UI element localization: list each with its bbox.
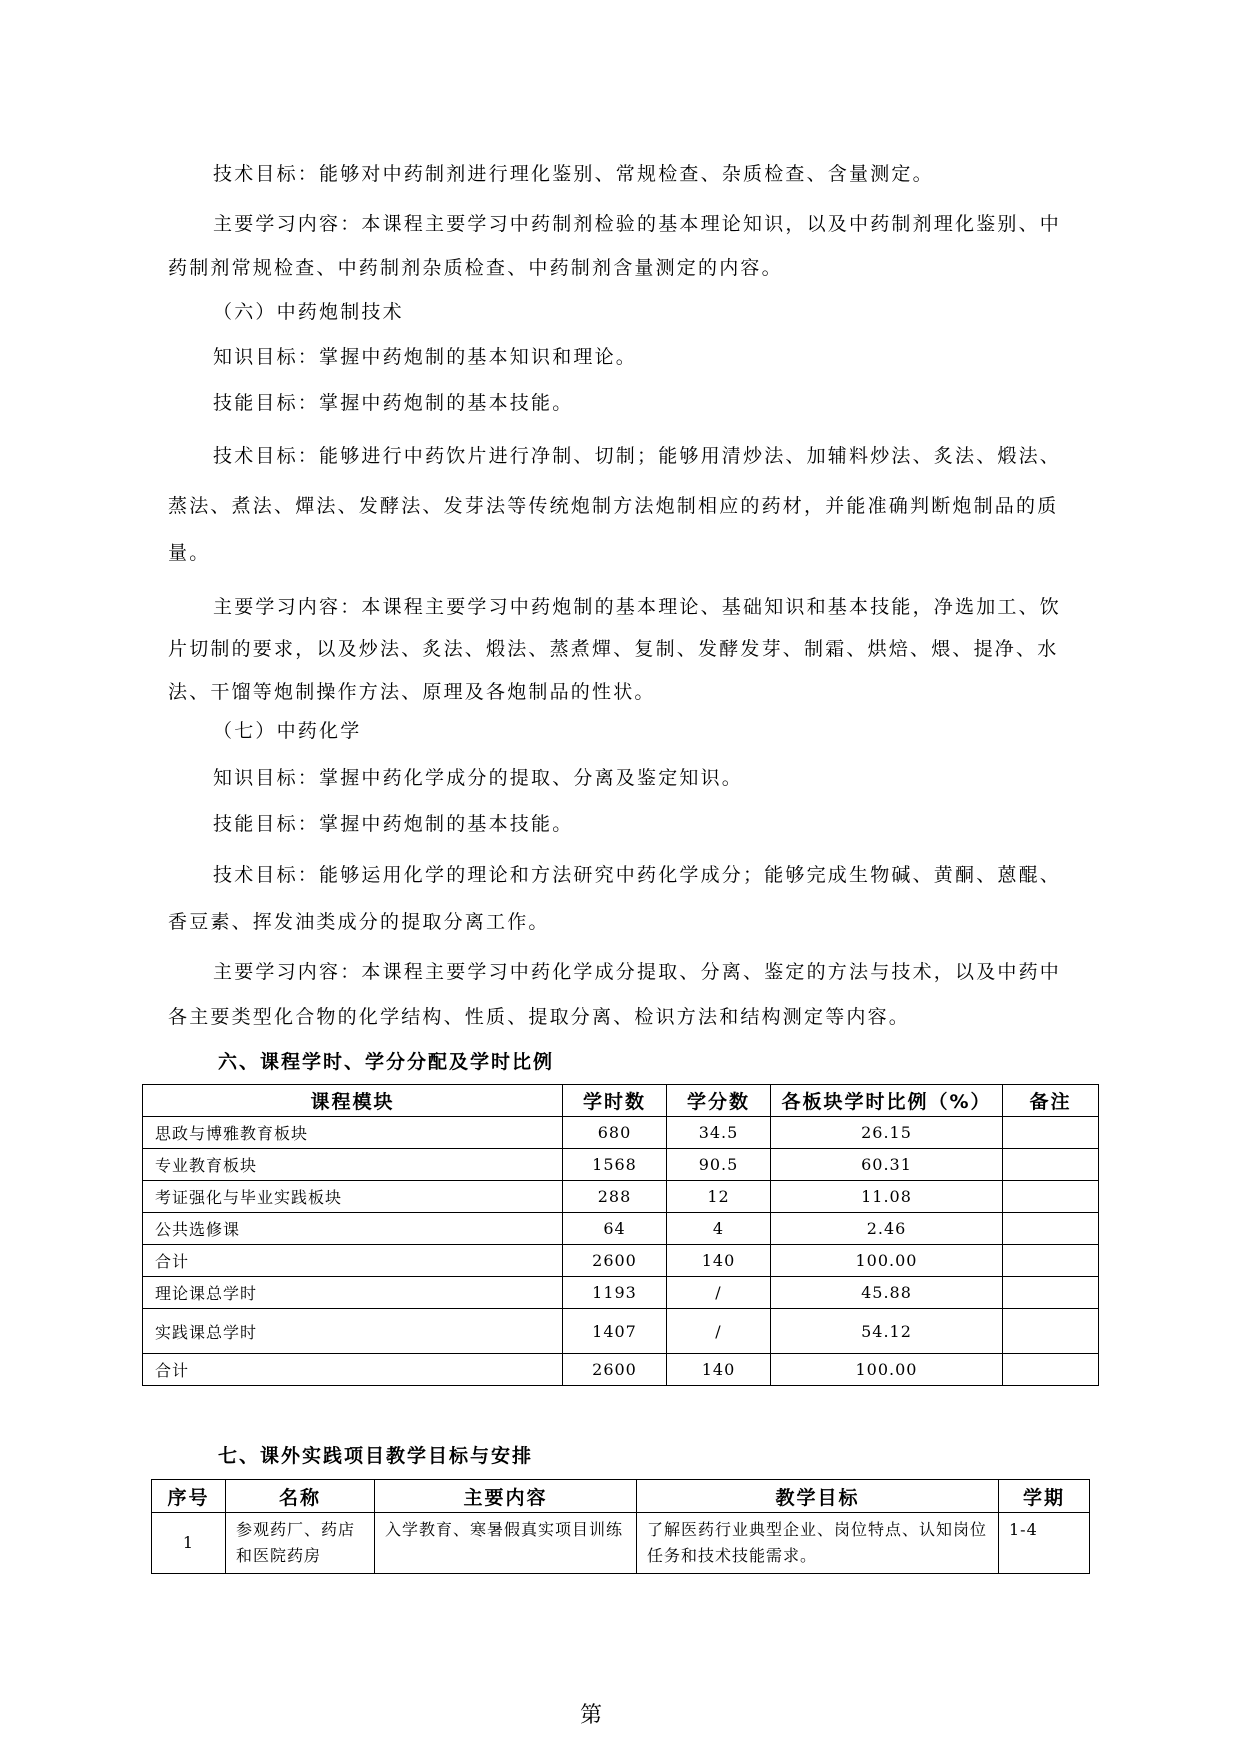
paragraph-line: 主要学习内容：本课程主要学习中药化学成分提取、分离、鉴定的方法与技术，以及中药中 <box>213 961 1062 983</box>
content-cell: 入学教育、寒暑假真实项目训练 <box>375 1513 637 1574</box>
section-heading: 七、课外实践项目教学目标与安排 <box>218 1445 534 1467</box>
paragraph-line: 主要学习内容：本课程主要学习中药制剂检验的基本理论知识，以及中药制剂理化鉴别、中 <box>213 213 1062 235</box>
table-row <box>143 1213 1099 1245</box>
credit-hours-table <box>142 1084 1099 1386</box>
header-cell: 主要内容 <box>375 1480 637 1513</box>
module-cell: 合计 <box>143 1245 563 1277</box>
paragraph-line: 技能目标：掌握中药炮制的基本技能。 <box>213 813 574 835</box>
paragraph-line: 片切制的要求，以及炒法、炙法、煅法、蒸煮燀、复制、发酵发芽、制霜、烘焙、煨、提净、水 <box>168 638 1059 660</box>
hours-cell: 1568 <box>563 1149 667 1181</box>
credits-cell: 140 <box>667 1245 771 1277</box>
credits-cell: 12 <box>667 1181 771 1213</box>
hours-cell: 64 <box>563 1213 667 1245</box>
module-cell: 实践课总学时 <box>143 1309 563 1354</box>
credits-cell: 90.5 <box>667 1149 771 1181</box>
header-cell: 序号 <box>152 1480 226 1513</box>
header-cell: 学分数 <box>667 1085 771 1117</box>
table-row <box>143 1309 1099 1354</box>
ratio-cell: 54.12 <box>771 1309 1003 1354</box>
section-heading: 六、课程学时、学分分配及学时比例 <box>218 1051 555 1073</box>
module-cell: 考证强化与毕业实践板块 <box>143 1181 563 1213</box>
paragraph-line: 蒸法、煮法、燀法、发酵法、发芽法等传统炮制方法炮制相应的药材，并能准确判断炮制品的质 <box>168 495 1059 517</box>
table-row <box>152 1513 1090 1574</box>
semester-cell: 1-4 <box>999 1513 1090 1574</box>
subsection-title: （六）中药炮制技术 <box>213 301 404 323</box>
ratio-cell: 100.00 <box>771 1245 1003 1277</box>
paragraph-line: 主要学习内容：本课程主要学习中药炮制的基本理论、基础知识和基本技能，净选加工、饮 <box>213 596 1062 618</box>
module-cell: 思政与博雅教育板块 <box>143 1117 563 1149</box>
note-cell <box>1003 1181 1099 1213</box>
ratio-cell: 11.08 <box>771 1181 1003 1213</box>
table-row <box>143 1277 1099 1309</box>
paragraph-line: 技术目标：能够对中药制剂进行理化鉴别、常规检查、杂质检查、含量测定。 <box>213 163 934 185</box>
header-cell: 课程模块 <box>143 1085 563 1117</box>
paragraph-line: 技能目标：掌握中药炮制的基本技能。 <box>213 392 574 414</box>
paragraph-line: 法、干馏等炮制操作方法、原理及各炮制品的性状。 <box>168 681 656 703</box>
ratio-cell: 60.31 <box>771 1149 1003 1181</box>
paragraph-line: 知识目标：掌握中药炮制的基本知识和理论。 <box>213 346 638 368</box>
header-cell: 教学目标 <box>637 1480 999 1513</box>
ratio-cell: 26.15 <box>771 1117 1003 1149</box>
module-cell: 专业教育板块 <box>143 1149 563 1181</box>
name-cell: 参观药厂、药店和医院药房 <box>226 1513 375 1574</box>
index-cell: 1 <box>152 1513 226 1574</box>
paragraph-line: 技术目标：能够运用化学的理论和方法研究中药化学成分；能够完成生物碱、黄酮、蒽醌、 <box>213 864 1062 886</box>
paragraph-line: 药制剂常规检查、中药制剂杂质检查、中药制剂含量测定的内容。 <box>168 257 783 279</box>
table-header-row <box>143 1085 1099 1117</box>
credits-cell: / <box>667 1277 771 1309</box>
credits-cell: 140 <box>667 1354 771 1386</box>
hours-cell: 680 <box>563 1117 667 1149</box>
table-row <box>143 1245 1099 1277</box>
hours-cell: 2600 <box>563 1245 667 1277</box>
credits-cell: 34.5 <box>667 1117 771 1149</box>
note-cell <box>1003 1277 1099 1309</box>
ratio-cell: 100.00 <box>771 1354 1003 1386</box>
paragraph-line: 技术目标：能够进行中药饮片进行净制、切制；能够用清炒法、加辅料炒法、炙法、煅法、 <box>213 445 1062 467</box>
module-cell: 理论课总学时 <box>143 1277 563 1309</box>
table-header-row <box>152 1480 1090 1513</box>
page-footer: 第 <box>580 1703 603 1728</box>
paragraph-line: 知识目标：掌握中药化学成分的提取、分离及鉴定知识。 <box>213 767 744 789</box>
note-cell <box>1003 1149 1099 1181</box>
module-cell: 公共选修课 <box>143 1213 563 1245</box>
credits-cell: / <box>667 1309 771 1354</box>
ratio-cell: 2.46 <box>771 1213 1003 1245</box>
hours-cell: 2600 <box>563 1354 667 1386</box>
table-row <box>143 1354 1099 1386</box>
subsection-title: （七）中药化学 <box>213 720 362 742</box>
table-row <box>143 1181 1099 1213</box>
credits-cell: 4 <box>667 1213 771 1245</box>
paragraph-line: 各主要类型化合物的化学结构、性质、提取分离、检识方法和结构测定等内容。 <box>168 1006 911 1028</box>
extracurricular-table <box>151 1479 1090 1574</box>
note-cell <box>1003 1213 1099 1245</box>
hours-cell: 1193 <box>563 1277 667 1309</box>
hours-cell: 288 <box>563 1181 667 1213</box>
table-row <box>143 1149 1099 1181</box>
paragraph-line: 量。 <box>168 542 211 564</box>
note-cell <box>1003 1245 1099 1277</box>
header-cell: 学时数 <box>563 1085 667 1117</box>
note-cell <box>1003 1309 1099 1354</box>
ratio-cell: 45.88 <box>771 1277 1003 1309</box>
goal-cell: 了解医药行业典型企业、岗位特点、认知岗位任务和技术技能需求。 <box>637 1513 999 1574</box>
header-cell: 学期 <box>999 1480 1090 1513</box>
header-cell: 名称 <box>226 1480 375 1513</box>
header-cell: 备注 <box>1003 1085 1099 1117</box>
header-cell: 各板块学时比例（%） <box>771 1085 1003 1117</box>
note-cell <box>1003 1354 1099 1386</box>
note-cell <box>1003 1117 1099 1149</box>
module-cell: 合计 <box>143 1354 563 1386</box>
paragraph-line: 香豆素、挥发油类成分的提取分离工作。 <box>168 911 550 933</box>
table-row <box>143 1117 1099 1149</box>
hours-cell: 1407 <box>563 1309 667 1354</box>
